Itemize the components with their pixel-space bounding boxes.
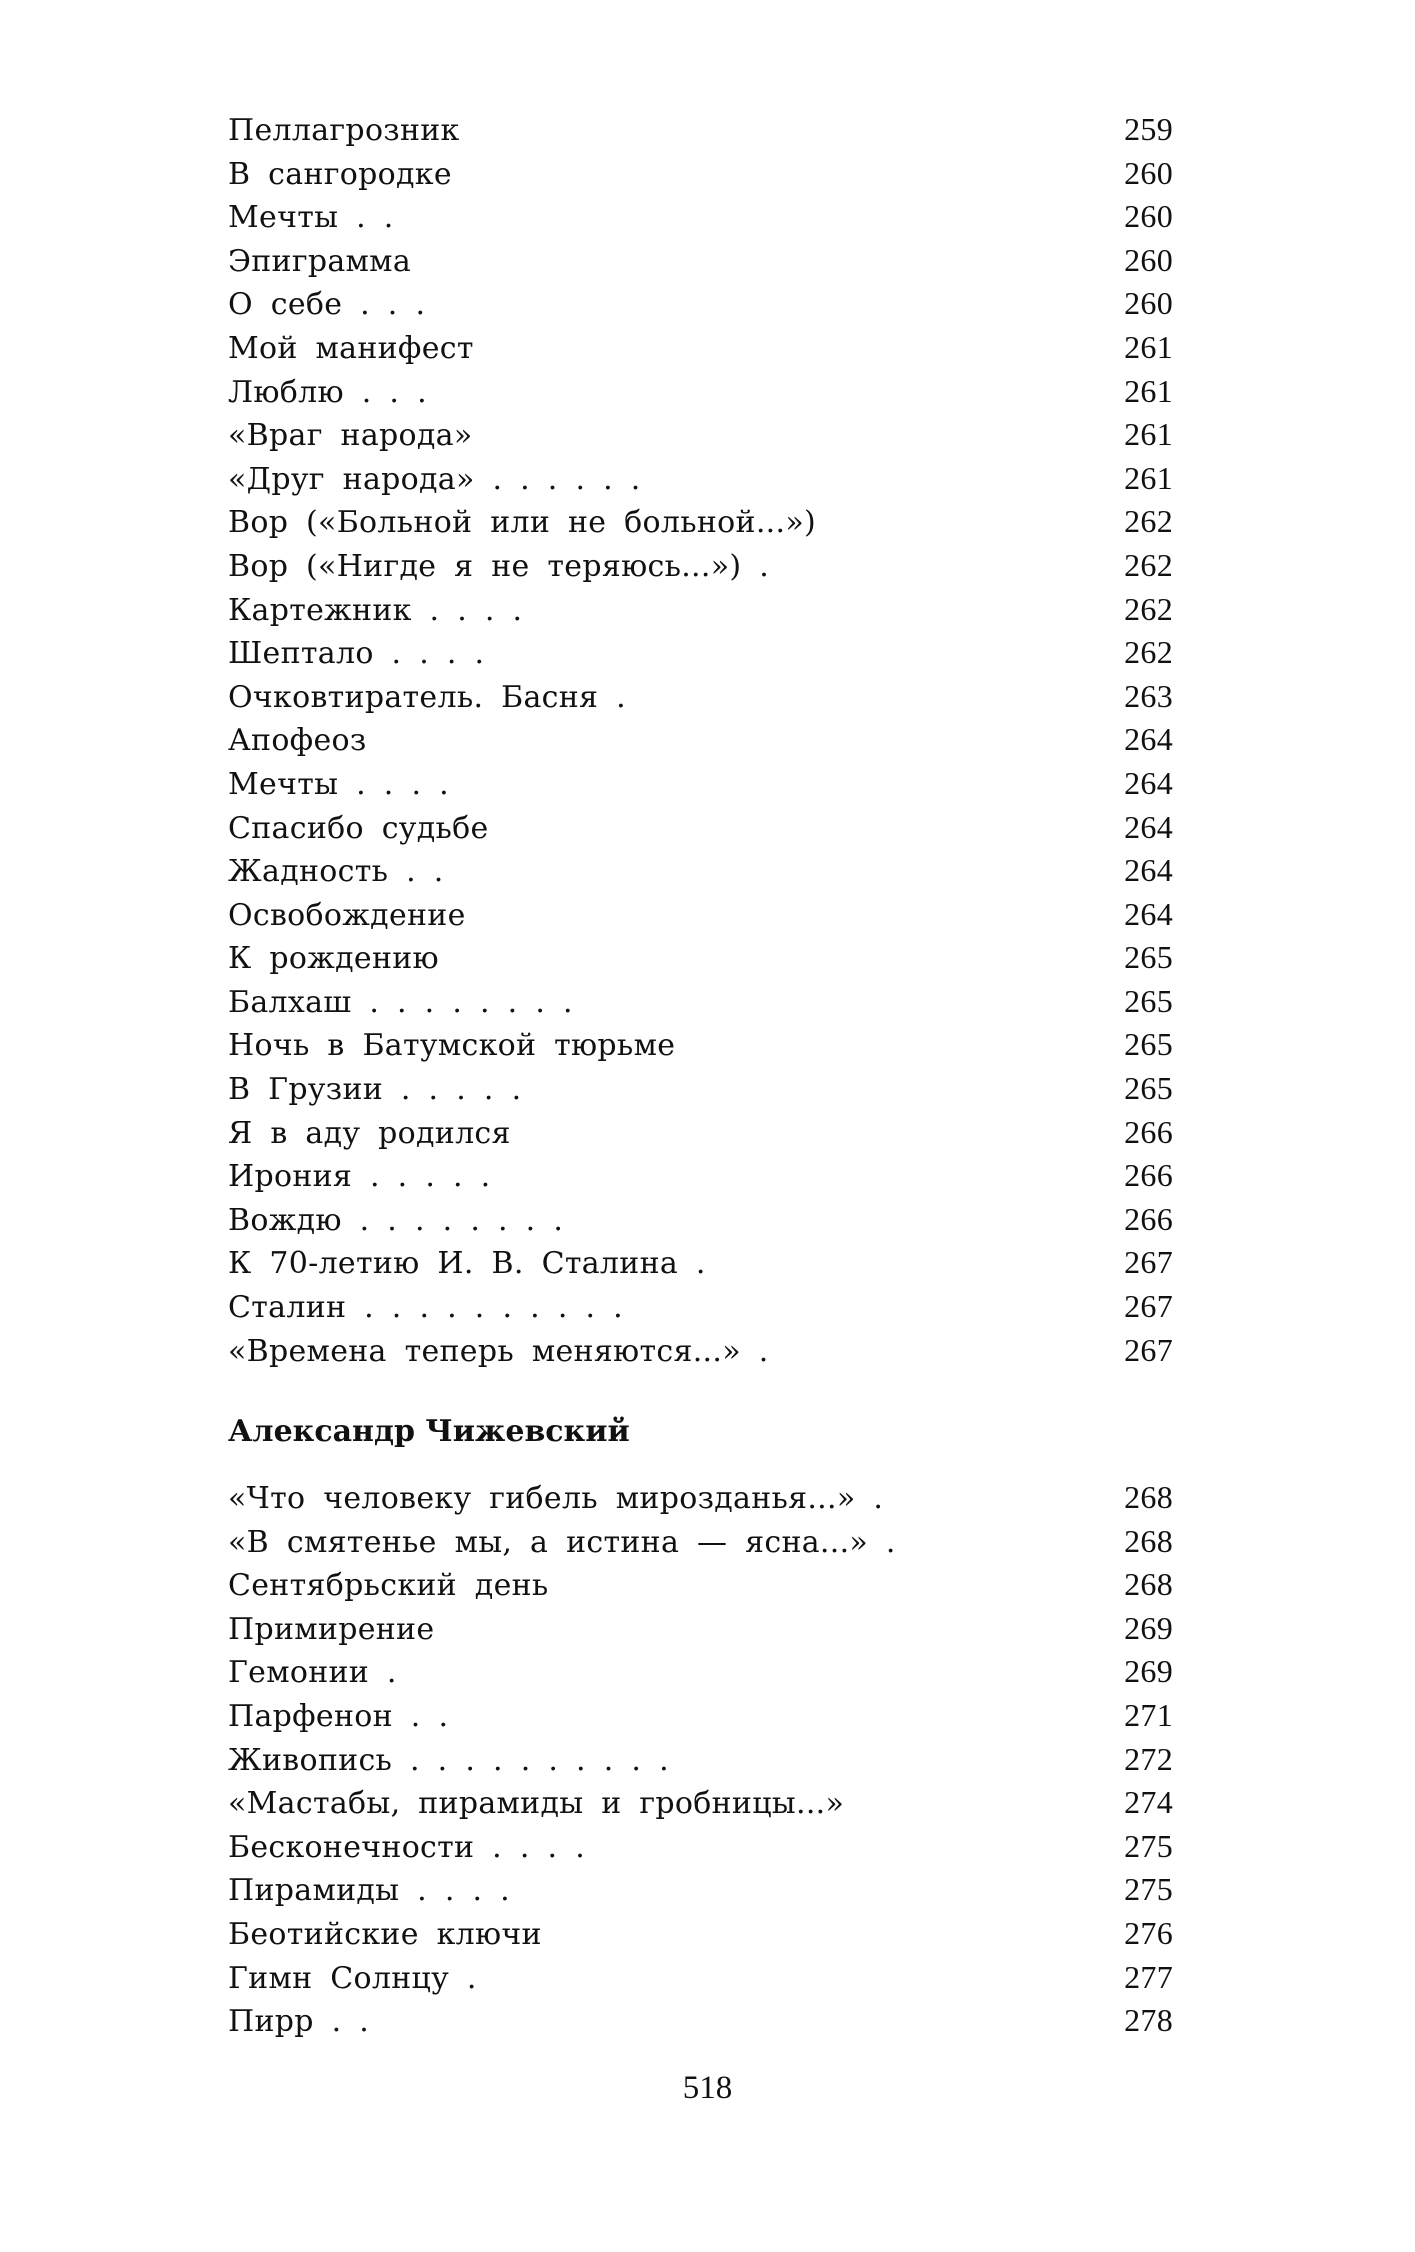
toc-entry [228,544,1173,588]
toc-entry-title: «Враг народа» [228,418,473,454]
toc-section-2 [228,1476,1173,2043]
toc-entry-title: Сентябрьский день [228,1568,549,1604]
toc-entry [228,631,1173,675]
toc-entry [228,806,1173,850]
toc-entry [228,1285,1173,1329]
toc-entry-page: 261 [1124,328,1173,365]
toc-entry-title: Апофеоз [228,723,367,759]
toc-entry-page: 271 [1124,1696,1173,1733]
toc-entry-page: 266 [1124,1157,1173,1194]
toc-entry-title: Спасибо судьбе [228,810,489,846]
toc-entry [228,1650,1173,1694]
toc-entry-page: 260 [1124,154,1173,191]
toc-entry-title: Мечты . . . . [228,766,449,802]
toc-entry-page: 268 [1124,1479,1173,1515]
toc-entry-title: Пеллагрозник [228,113,460,148]
toc-entry-title: «Мастабы, пирамиды и гробницы...» [228,1786,845,1822]
toc-entry [228,1476,1173,1520]
toc-entry-page: 265 [1124,939,1173,976]
toc-entry [228,500,1173,544]
toc-entry-page: 262 [1124,590,1173,627]
toc-entry-title: Примирение [228,1611,435,1647]
toc-entry [228,1694,1173,1738]
toc-entry [228,1198,1173,1242]
toc-entry-page: 264 [1124,808,1173,845]
toc-entry [228,849,1173,893]
toc-entry-title: Я в аду родился [228,1115,511,1151]
toc-entry [228,1329,1173,1373]
toc-entry [228,1868,1173,1912]
toc-entry-title: Пирр . . [228,2004,370,2040]
toc-entry [228,1520,1173,1564]
toc-entry-title: Гемонии . [228,1655,397,1691]
toc-entry-title: «В смятенье мы, а истина — ясна...» . [228,1524,896,1560]
toc-entry [228,1067,1173,1111]
toc-entry [228,1111,1173,1155]
toc-entry [228,588,1173,632]
toc-entry [228,239,1173,283]
toc-entry-title: Парфенон . . [228,1698,449,1734]
toc-entry-page: 265 [1124,982,1173,1019]
toc-entry [228,762,1173,806]
toc-entry-title: «Что человеку гибель мирозданья...» . [228,1481,884,1516]
toc-entry-page: 264 [1124,895,1173,932]
toc-entry [228,1912,1173,1956]
toc-entry-page: 266 [1124,1200,1173,1237]
toc-entry-title: Беотийские ключи [228,1916,542,1952]
toc-entry-title: Гимн Солнцу . [228,1960,477,1996]
toc-entry-title: В Грузии . . . . . [228,1072,522,1108]
toc-entry-page: 265 [1124,1070,1173,1107]
toc-entry-title: Бесконечности . . . . [228,1829,586,1865]
toc-entry-page: 261 [1124,459,1173,496]
toc-entry-title: «Времена теперь меняются...» . [228,1333,769,1369]
toc-entry [228,457,1173,501]
toc-entry [228,326,1173,370]
toc-entry-page: 267 [1124,1288,1173,1325]
toc-entry-page: 278 [1124,2002,1173,2039]
toc-entry-title: Шептало . . . . [228,636,485,672]
toc-entry [228,1241,1173,1285]
toc-entry [228,1154,1173,1198]
toc-entry-page: 275 [1124,1871,1173,1908]
toc-entry [228,936,1173,980]
toc-entry-page: 276 [1124,1914,1173,1951]
toc-entry-title: Освобождение [228,897,466,933]
toc-entry-title: Живопись . . . . . . . . . . [228,1742,669,1778]
toc-entry-page: 263 [1124,677,1173,714]
toc-entry-title: Жадность . . [228,854,444,890]
toc-entry [228,1956,1173,2000]
toc-entry-title: Люблю . . . [228,374,427,410]
toc-entry-page: 262 [1124,503,1173,540]
toc-entry-title: Очковтиратель. Басня . [228,679,626,715]
toc-entry-page: 265 [1124,1026,1173,1063]
toc-entry-page: 274 [1124,1784,1173,1821]
toc-entry-title: Мой манифест [228,330,474,366]
toc-entry [228,1781,1173,1825]
toc-entry-title: К рождению [228,941,439,977]
toc-entry-title: О себе . . . [228,287,426,323]
toc-entry [228,413,1173,457]
toc-entry [228,1607,1173,1651]
toc-entry-page: 268 [1124,1522,1173,1559]
toc-entry [228,108,1173,152]
toc-entry-page: 267 [1124,1244,1173,1281]
author-heading: Александр Чижевский [228,1414,630,1449]
toc-entry-page: 266 [1124,1113,1173,1150]
toc-entry-page: 264 [1124,852,1173,889]
toc-entry-title: Картежник . . . . [228,592,523,628]
toc-entry [228,1563,1173,1607]
toc-section-1 [228,108,1173,1372]
toc-entry-title: Мечты . . [228,200,394,236]
toc-entry-title: «Друг народа» . . . . . . [228,461,641,497]
toc-entry [228,980,1173,1024]
toc-entry [228,282,1173,326]
toc-entry-title: Вор («Больной или не больной...») [228,505,816,541]
toc-entry-page: 269 [1124,1653,1173,1690]
toc-entry-page: 264 [1124,764,1173,801]
toc-entry-page: 261 [1124,416,1173,453]
page-number: 518 [682,2070,733,2106]
toc-entry [228,1999,1173,2043]
toc-entry [228,718,1173,762]
toc-entry [228,152,1173,196]
toc-entry-page: 259 [1124,111,1173,147]
toc-entry [228,1738,1173,1782]
toc-entry-page: 262 [1124,546,1173,583]
toc-entry-page: 262 [1124,634,1173,671]
toc-entry [228,1023,1173,1067]
toc-entry-title: Ночь в Батумской тюрьме [228,1028,676,1064]
toc-entry-page: 272 [1124,1740,1173,1777]
toc-entry-page: 260 [1124,285,1173,322]
toc-entry-page: 275 [1124,1827,1173,1864]
toc-entry-title: К 70-летию И. В. Сталина . [228,1246,706,1282]
toc-entry-title: Балхаш . . . . . . . . [228,984,573,1020]
toc-entry-title: Ирония . . . . . [228,1159,491,1195]
toc-entry [228,1825,1173,1869]
toc-entry-title: Вор («Нигде я не теряюсь...») . [228,548,770,584]
toc-entry-title: Эпиграмма [228,243,412,279]
toc-entry-page: 268 [1124,1566,1173,1603]
toc-entry-page: 269 [1124,1609,1173,1646]
toc-entry [228,195,1173,239]
toc-entry [228,370,1173,414]
toc-entry-title: В сангородке [228,156,452,192]
toc-entry-page: 261 [1124,372,1173,409]
toc-entry-title: Сталин . . . . . . . . . . [228,1290,624,1326]
toc-entry-page: 264 [1124,721,1173,758]
toc-entry-title: Пирамиды . . . . [228,1873,511,1909]
toc-entry [228,675,1173,719]
toc-entry-title: Вождю . . . . . . . . [228,1202,564,1238]
toc-entry [228,893,1173,937]
toc-entry-page: 260 [1124,198,1173,235]
toc-entry-page: 260 [1124,241,1173,278]
toc-entry-page: 267 [1124,1331,1173,1368]
toc-entry-page: 277 [1124,1958,1173,1995]
